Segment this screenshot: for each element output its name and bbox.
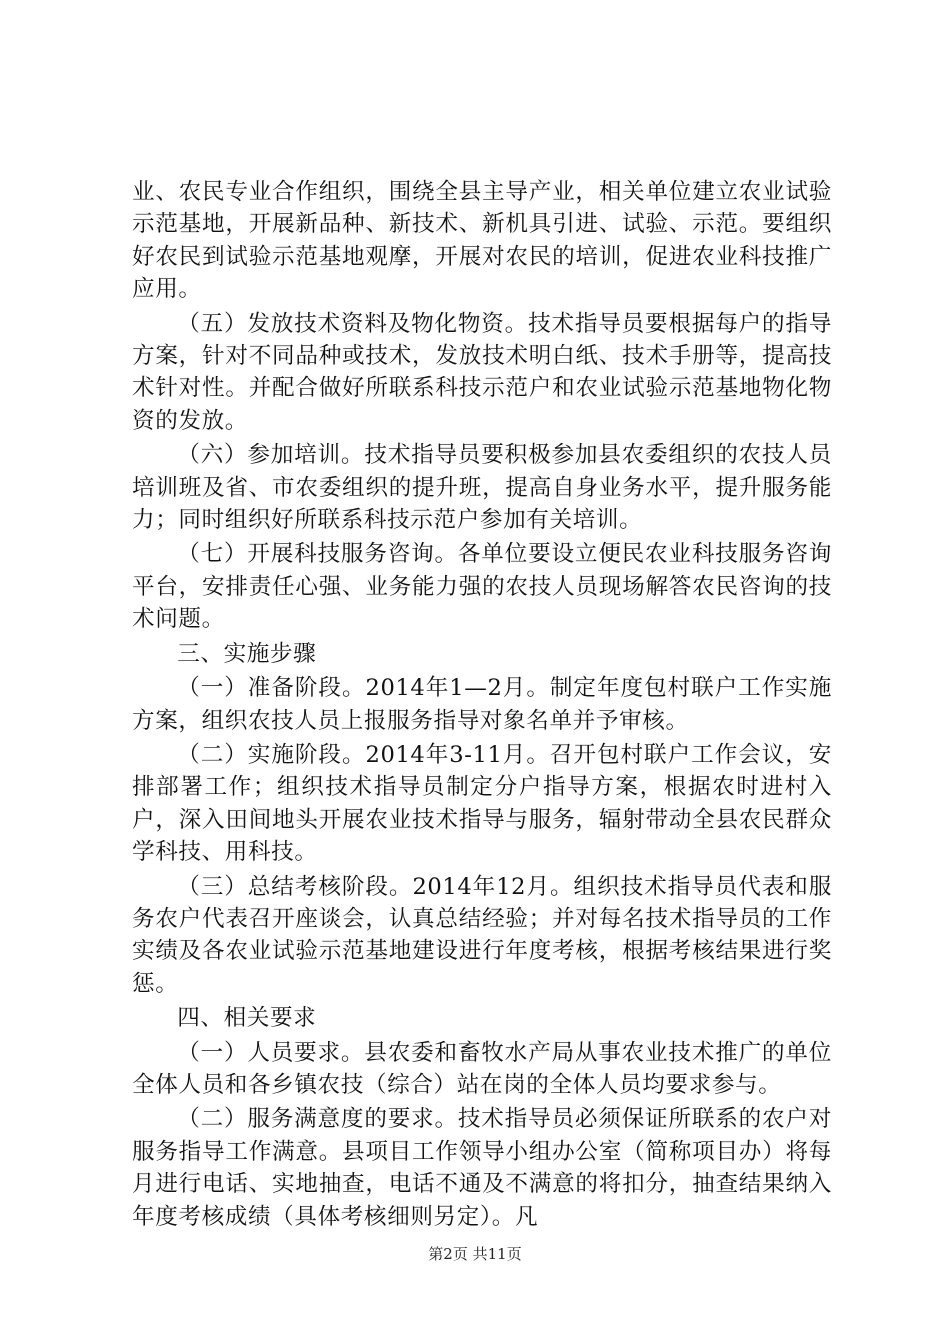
paragraph-requirement-2: （二）服务满意度的要求。技术指导员必须保证所联系的农户对服务指导工作满意。县项目工作领导小组办公室（简称项目办）将每月进行电话、实地抽查，电话不通及不满意的将扣分，抽查结果纳入年度考核成绩（具体考核细则另定）。凡 [132,1106,832,1230]
paragraph-continuation: 业、农民专业合作组织，围绕全县主导产业，相关单位建立农业试验示范基地，开展新品种、新技术、新机具引进、试验、示范。要组织好农民到试验示范基地观摩，开展对农民的培训，促进农业科技推广应用。 [132,179,832,303]
page-number-label: 第2页 共11页 [428,1245,522,1263]
section-heading-4: 四、相关要求 [177,1005,317,1032]
paragraph-item-6: （六）参加培训。技术指导员要积极参加县农委组织的农技人员培训班及省、市农委组织的提升班，提高自身业务水平，提升服务能力；同时组织好所联系科技示范户参加有关培训。 [132,442,832,534]
paragraph-item-7: （七）开展科技服务咨询。各单位要设立便民农业科技服务咨询平台，安排责任心强、业务能力强的农技人员现场解答农民咨询的技术问题。 [132,541,832,633]
page-footer [0,1244,950,1264]
paragraph-step-3: （三）总结考核阶段。2014年12月。组织技术指导员代表和服务农户代表召开座谈会，认真总结经验；并对每名技术指导员的工作实绩及各农业试验示范基地建设进行年度考核，根据考核结果进行奖惩。 [132,873,832,997]
section-heading-3: 三、实施步骤 [177,640,317,667]
paragraph-requirement-1: （一）人员要求。县农委和畜牧水产局从事农业技术推广的单位全体人员和各乡镇农技（综合）站在岗的全体人员均要求参与。 [132,1039,832,1098]
paragraph-step-1: （一）准备阶段。2014年1—2月。制定年度包村联户工作实施方案，组织农技人员上报服务指导对象名单并予审核。 [132,675,832,734]
paragraph-item-5: （五）发放技术资料及物化物资。技术指导员要根据每户的指导方案，针对不同品种或技术，发放技术明白纸、技术手册等，提高技术针对性。并配合做好所联系科技示范户和农业试验示范基地物化物资的发放。 [132,310,832,434]
document-body [132,176,832,1235]
paragraph-step-2: （二）实施阶段。2014年3-11月。召开包村联户工作会议，安排部署工作；组织技术指导员制定分户指导方案，根据农时进村入户，深入田间地头开展农业技术指导与服务，辐射带动全县农民群众学科技、用科技。 [132,741,832,866]
